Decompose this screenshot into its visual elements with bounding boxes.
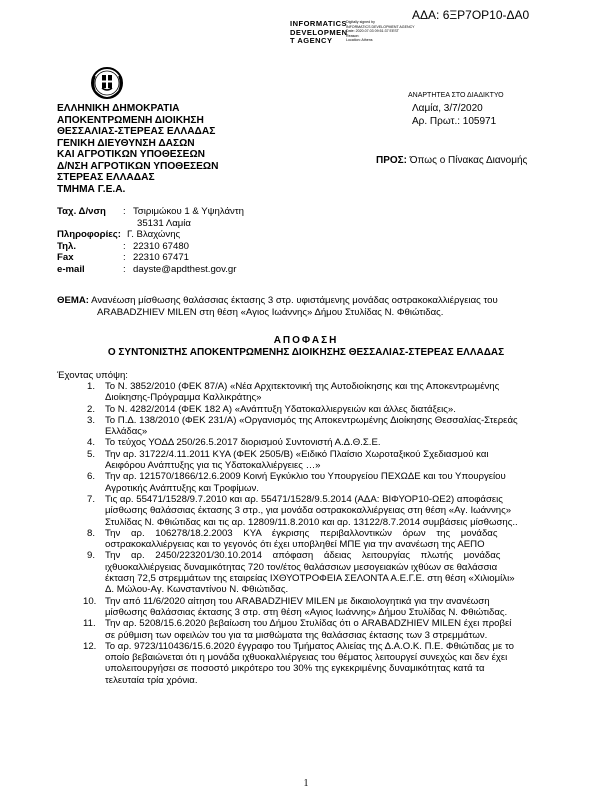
list-item xyxy=(57,596,577,619)
signature-line: Reason: xyxy=(346,33,360,38)
post-online-label: ΑΝΑΡΤΗΤΕΑ ΣΤΟ ΔΙΑΔΙΚΤΥΟ xyxy=(408,92,504,99)
item-line: οστρακοκαλλιέργειας και το γεγονός ότι έχει υποβληθεί ΜΠΕ για την ανανέωση της ΑΕΠΟ xyxy=(105,539,485,551)
list-item xyxy=(57,449,577,472)
contact-row xyxy=(57,252,317,264)
signature-details xyxy=(346,20,415,43)
contact-value: 35131 Λαμία xyxy=(137,217,191,229)
item-number: 8. xyxy=(87,527,96,539)
agency-line: T AGENCY xyxy=(290,36,333,45)
subject-text: Ανανέωση μίσθωσης θαλάσσιας έκτασης 3 στρ. υφιστάμενης μονάδας οστρακοκαλλιέργειας του xyxy=(91,295,498,306)
protocol-number: Αρ. Πρωτ.: 105971 xyxy=(412,116,497,127)
recipient-label: ΠΡΟΣ: xyxy=(376,155,408,166)
contact-label: Τηλ. xyxy=(57,240,77,252)
list-item xyxy=(57,618,577,641)
item-number: 11. xyxy=(83,618,96,630)
item-number: 5. xyxy=(87,448,96,460)
contact-row xyxy=(57,229,317,241)
contact-colon: : xyxy=(123,252,126,263)
email-link[interactable]: dayste@apdthest.gov.gr xyxy=(133,263,237,275)
sender-line: ΓΕΝΙΚΗ ΔΙΕΥΘΥΝΣΗ ΔΑΣΩΝ xyxy=(57,137,195,149)
sender-line: ΑΠΟΚΕΝΤΡΩΜΕΝΗ ΔΙΟΙΚΗΣΗ xyxy=(57,114,204,126)
contact-label: Fax xyxy=(57,252,74,263)
list-item xyxy=(57,415,577,438)
item-line: οποίο βεβαιώνεται ότι η μονάδα ιχθυοκαλλιέργειας του θέματος λειτουργεί συνεχώς και δεν έχει xyxy=(105,652,508,664)
contact-colon: : xyxy=(123,206,126,217)
item-line: Την αρ. 106278/18.2.2003 ΚΥΑ έγκρισης περιβαλλοντικών όρων της μονάδας xyxy=(105,527,498,539)
item-number: 3. xyxy=(87,414,96,426)
contact-value: Τσιριμώκου 1 & Υψηλάντη xyxy=(133,206,244,217)
item-line: Δ. Μώλου-Αγ. Κωνσταντίνου Ν. Φθιώτιδας. xyxy=(105,584,289,596)
list-item xyxy=(57,528,577,551)
item-line: μίσθωσης θαλάσσιας έκτασης 3 στρ., για μονάδα οστρακοκαλλιέργειας στη θέση «Αγ. Ιωάννης» xyxy=(105,505,512,517)
item-line: ιχθυοκαλλιέργειας δυναμικότητας 720 τον/έτος θαλάσσιων μεσογειακών ιχθύων σε θαλάσσια xyxy=(105,561,498,573)
list-item xyxy=(57,437,577,448)
subject-line-2: ARABADZHIEV MILEN στη θέση «Αγιος Ιωάννης» Δήμου Στυλίδας Ν. Φθιώτιδας. xyxy=(97,306,444,318)
sender-line: ΚΑΙ ΑΓΡΟΤΙΚΩΝ ΥΠΟΘΕΣΕΩΝ xyxy=(57,149,206,160)
item-line: σε ρύθμιση των οφειλών του για τα μισθώματα της θαλάσσιας έκτασης των 3 στρεμμάτων. xyxy=(105,629,488,641)
list-item xyxy=(57,404,577,415)
sender-line: ΤΜΗΜΑ Γ.Ε.Α. xyxy=(57,183,126,195)
contact-label: e-mail xyxy=(57,263,85,275)
page-number: 1 xyxy=(303,778,309,789)
item-number: 6. xyxy=(87,471,96,483)
signature-agency-name xyxy=(290,20,348,46)
list-item xyxy=(57,494,577,528)
sender-line: Δ/ΝΣΗ ΑΓΡΟΤΙΚΩΝ ΥΠΟΘΕΣΕΩΝ xyxy=(57,160,219,172)
list-item xyxy=(57,550,577,595)
signature-line: Date: 2020.07.03 09:51:37 EEST xyxy=(346,29,399,34)
decision-title: ΑΠΟΦΑΣΗ xyxy=(273,335,339,346)
item-number: 2. xyxy=(87,403,96,415)
subject-block xyxy=(57,295,498,318)
sender-line: ΘΕΣΣΑΛΙΑΣ-ΣΤΕΡΕΑΣ ΕΛΛΑΔΑΣ xyxy=(57,126,216,137)
recipient-line xyxy=(376,155,527,166)
sender-line: ΣΤΕΡΕΑΣ ΕΛΛΑΔΑΣ xyxy=(57,172,155,183)
item-line: Την αρ. 31722/4.11.2011 ΚΥΑ (ΦΕΚ 2505/Β) «Ειδικό Πλαίσιο Χωροταξικού Σχεδιασμού και xyxy=(105,448,489,460)
item-line: υπολειτουργήσει σε ποσοστό μικρότερο του 30% της εγκεκριμένης δυναμικότητας κατά τα xyxy=(105,663,485,675)
item-line: Το Ν. 3852/2010 (ΦΕΚ 87/Α) «Νέα Αρχιτεκτονική της Αυτοδιοίκησης και της Αποκεντρωμένης xyxy=(105,381,500,392)
item-number: 1. xyxy=(87,381,96,392)
document-date: Λαμία, 3/7/2020 xyxy=(412,103,483,114)
contact-value: Γ. Βλαχώνης xyxy=(127,229,181,240)
item-number: 12. xyxy=(83,640,97,652)
signature-line: Digitally signed by xyxy=(346,20,375,24)
signature-line: Location: Athens xyxy=(346,38,373,43)
item-line: Το Ν. 4282/2014 (ΦΕΚ 182 Α) «Ανάπτυξη Υδατοκαλλιεργειών και άλλες διατάξεις». xyxy=(105,403,456,415)
item-line: Την αρ. 121570/1866/12.6.2009 Κοινή Εγκύκλιο του Υπουργείου ΠΕΧΩΔΕ και του Υπουργείου xyxy=(105,471,506,483)
contact-label: Πληροφορίες: xyxy=(57,229,121,240)
ada-code: ΑΔΑ: 6ΞΡ7ΟΡ10-ΔΑ0 xyxy=(412,8,530,22)
sender-block xyxy=(57,103,218,195)
contact-value: 22310 67480 xyxy=(133,240,190,252)
agency-line: INFORMATICS xyxy=(290,19,348,28)
subject-label: ΘΕΜΑ: xyxy=(57,295,89,306)
item-line: μίσθωσης θαλάσσιας έκτασης 3 στρ. στη θέση «Αγιος Ιωάννης» Δήμου Στυλίδας Ν. Φθιώτιδας. xyxy=(105,606,508,618)
greek-emblem-icon xyxy=(90,66,124,100)
contact-block xyxy=(57,206,317,275)
contact-colon: : xyxy=(123,240,126,252)
item-number: 4. xyxy=(87,437,96,449)
contact-row xyxy=(57,241,317,253)
list-item xyxy=(57,641,577,686)
signature-line: INFORMATICS DEVELOPMENT AGENCY xyxy=(346,24,415,29)
item-line: Την αρ. 2450/223201/30.10.2014 απόφαση άδειας λειτουργίας πλωτής μονάδας xyxy=(105,550,501,562)
considerations-list xyxy=(57,381,577,686)
decision-subtitle: Ο ΣΥΝΤΟΝΙΣΤΗΣ ΑΠΟΚΕΝΤΡΩΜΕΝΗΣ ΔΙΟΙΚΗΣΗΣ ΘΕΣΣΑΛΙΑΣ-ΣΤΕΡΕΑΣ ΕΛΛΑΔΑΣ xyxy=(107,347,505,358)
item-line: Το αρ. 9723/110436/15.6.2020 έγγραφο του Τμήματος Αλιείας της Δ.Α.Ο.Κ. Π.Ε. Φθιώτιδας με το xyxy=(105,640,514,652)
recipient-value: Όπως ο Πίνακας Διανομής xyxy=(409,155,528,166)
contact-row xyxy=(57,264,317,276)
contact-value: 22310 67471 xyxy=(133,252,190,263)
item-number: 7. xyxy=(87,493,96,505)
item-line: Διοίκησης-Πρόγραμμα Καλλικράτης» xyxy=(105,392,262,404)
item-line: τελευταία τρία χρόνια. xyxy=(105,674,198,686)
contact-colon: : xyxy=(123,263,126,275)
contact-row xyxy=(57,206,317,218)
subject-line-1 xyxy=(57,295,498,307)
item-number: 9. xyxy=(87,550,96,562)
item-line: Τις αρ. 55471/1528/9.7.2010 και αρ. 55471/1528/9.5.2014 (ΑΔΑ: ΒΙΦΥΟΡ10-ΩΕ2) αποφάσεις xyxy=(105,493,503,505)
contact-label: Ταχ. Δ/νση xyxy=(57,206,106,217)
item-line: Την αρ. 5208/15.6.2020 βεβαίωση του Δήμου Στυλίδας ότι ο ARABADZHIEV MILEN έχει προβεί xyxy=(105,618,512,630)
item-line: Το Π.Δ. 138/2010 (ΦΕΚ 231/Α) «Οργανισμός της Αποκεντρωμένης Διοίκησης Θεσσαλίας-Στερεάς xyxy=(105,414,518,426)
sender-line: ΕΛΛΗΝΙΚΗ ΔΗΜΟΚΡΑΤΙΑ xyxy=(57,103,180,114)
intro-text: Έχοντας υπόψη: xyxy=(57,370,128,381)
contact-row xyxy=(57,218,317,230)
item-line: Αγροτικής Ανάπτυξης και Τροφίμων. xyxy=(105,482,259,494)
item-line: Το τεύχος ΥΟΔΔ 250/26.5.2017 διορισμού Συντονιστή Α.Δ.Θ.Σ.Ε. xyxy=(105,437,381,449)
item-number: 10. xyxy=(83,595,97,607)
agency-line: DEVELOPMEN xyxy=(290,27,348,37)
item-line: Ελλάδας» xyxy=(105,426,148,438)
list-item xyxy=(57,381,577,404)
item-line: Αειφόρου Ανάπτυξης για τις Υδατοκαλλιέργειες …» xyxy=(105,460,321,472)
item-line: Στυλίδας Ν. Φθιώτιδας και τις αρ. 12809/11.8.2010 και αρ. 13122/8.7.2014 συμβάσεις μίσθωσης.. xyxy=(105,516,518,528)
item-line: έκταση 72,5 στρεμμάτων της εταιρείας ΙΧΘΥΟΤΡΟΦΕΙΑ ΣΕΛΟΝΤΑ Α.Ε.Γ.Ε. στη θέση «Χιλιομίλι» xyxy=(105,573,515,585)
item-line: Την από 11/6/2020 αίτηση του ARABADZHIEV MILEN με δικαιολογητικά για την ανανέωση xyxy=(105,595,490,607)
list-item xyxy=(57,471,577,494)
